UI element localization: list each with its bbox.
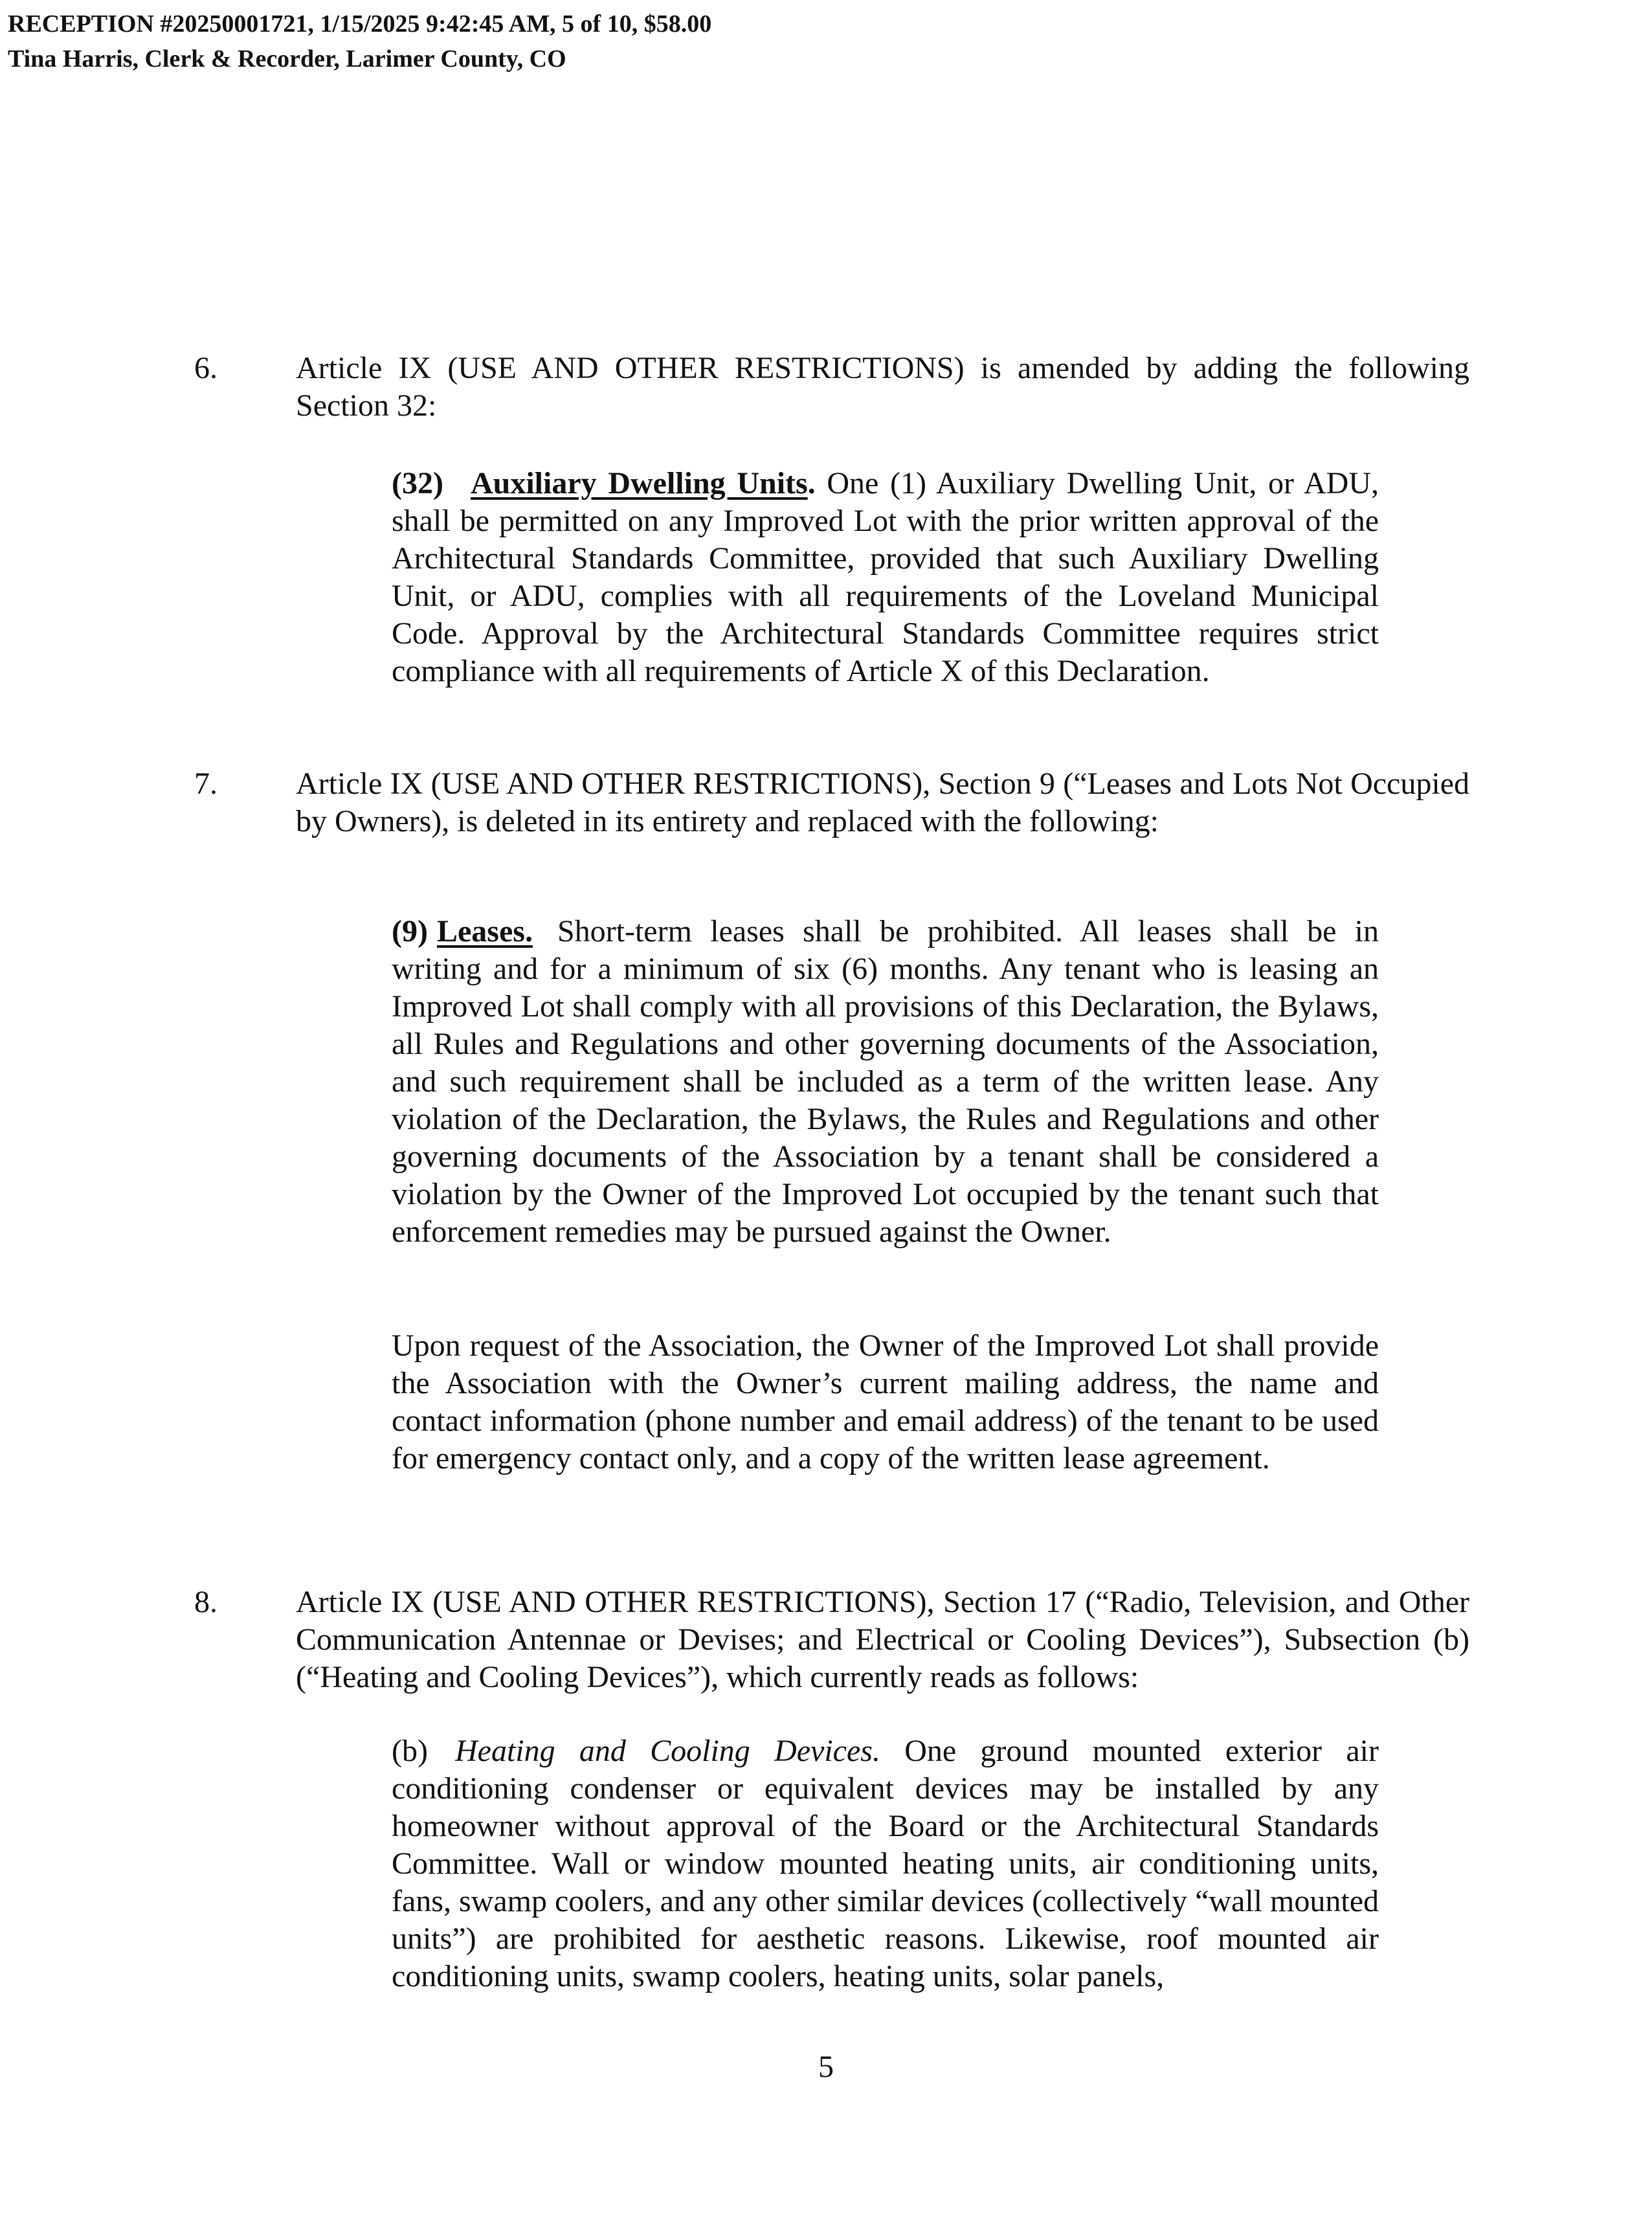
heading-period: . <box>807 466 816 500</box>
subsection-label: (32) <box>392 466 443 500</box>
section-text: Article IX (USE AND OTHER RESTRICTIONS) is amended by adding the following Section 32: <box>296 351 1469 423</box>
quoted-section-32 <box>392 465 1379 690</box>
reception-line: RECEPTION #20250001721, 1/15/2025 9:42:45 AM, 5 of 10, $58.00 <box>8 10 712 38</box>
page-number: 5 <box>818 2050 834 2084</box>
quoted-section-9-paragraph-2 <box>392 1327 1379 1477</box>
recorder-line: Tina Harris, Clerk & Recorder, Larimer County, CO <box>8 45 566 73</box>
subsection-heading: Leases. <box>436 914 533 948</box>
quoted-subsection-b <box>392 1732 1379 1995</box>
section-number: 8. <box>194 1585 218 1619</box>
quoted-section-9 <box>392 913 1379 1251</box>
section-number: 6. <box>194 351 218 385</box>
subsection-label: (b) <box>392 1734 428 1768</box>
subsection-heading: Auxiliary Dwelling Units <box>470 466 808 500</box>
subsection-body: Short-term leases shall be prohibited. All leases shall be in writing and for a minimum of six (6) months. Any tenant who is leasing an Improved Lot shall comply with all provisions of this Declaration, the Bylaws, all Rules and Regulations and other governing documents of the Association, and such requirement shall be included as a term of the written lease. Any violation of the Declaration, the Bylaws, the Rules and Regulations and other governing documents of the Association by a tenant shall be considered a violation by the Owner of the Improved Lot occupied by the tenant such that enforcement remedies may be pursued against the Owner. <box>392 914 1379 1249</box>
subsection-label: (9) <box>392 914 428 948</box>
subsection-body: One ground mounted exterior air conditioning condenser or equivalent devices may be installed by any homeowner without approval of the Board or the Architectural Standards Committee. Wall or window mounted heating units, air conditioning units, fans, swamp coolers, and any other similar devices (collectively “wall mounted units”) are prohibited for aesthetic reasons. Likewise, roof mounted air conditioning units, swamp coolers, heating units, solar panels, <box>392 1734 1379 1993</box>
section-text: Article IX (USE AND OTHER RESTRICTIONS), Section 9 (“Leases and Lots Not Occupied by Owners), is deleted in its entirety and replaced with the following: <box>296 767 1469 838</box>
section-number: 7. <box>194 767 218 801</box>
subsection-heading: Heating and Cooling Devices. <box>454 1734 880 1768</box>
subsection-body: One (1) Auxiliary Dwelling Unit, or ADU, shall be permitted on any Improved Lot with the prior written approval of the Architectural Standards Committee, provided that such Auxiliary Dwelling Unit, or ADU, complies with all requirements of the Loveland Municipal Code. Approval by the Architectural Standards Committee requires strict compliance with all requirements of Article X of this Declaration. <box>392 466 1379 688</box>
recording-stamp <box>8 6 711 76</box>
section-text: Article IX (USE AND OTHER RESTRICTIONS), Section 17 (“Radio, Television, and Other Communication Antennae or Devises; and Electrical or Cooling Devices”), Subsection (b) (“Heating and Cooling Devices”), which currently reads as follows: <box>296 1585 1469 1694</box>
paragraph-body: Upon request of the Association, the Owner of the Improved Lot shall provide the Association with the Owner’s current mailing address, the name and contact information (phone number and email address) of the tenant to be used for emergency contact only, and a copy of the written lease agreement. <box>392 1329 1379 1475</box>
